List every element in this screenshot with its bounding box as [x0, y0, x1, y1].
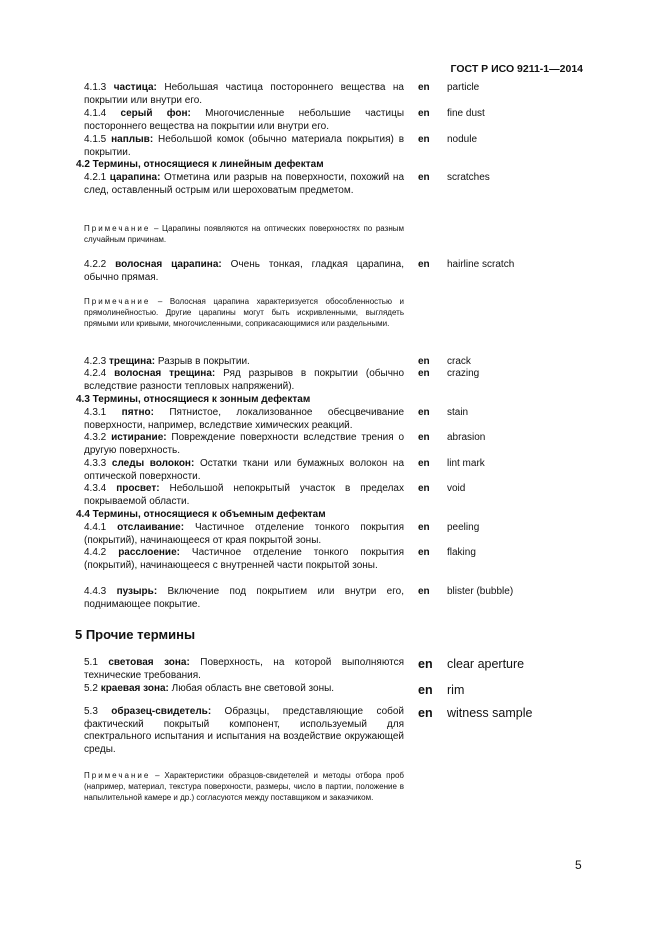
page-number: 5: [575, 858, 582, 872]
section-heading: 4.4 Термины, относящиеся к объемным дефектам: [76, 509, 326, 520]
lang-code: en: [418, 172, 430, 183]
english-term: scratches: [447, 172, 490, 183]
section-heading: 4.3 Термины, относящиеся к зонным дефектам: [76, 394, 311, 405]
english-term: flaking: [447, 547, 476, 558]
english-term: crazing: [447, 368, 480, 379]
term-entry: 5.3 образец-свидетель: Образцы, представляющие собой фактический покрытый компонент, используемый для спектрального испытания и испытания на воздействие окружающей среды.: [84, 706, 405, 755]
lang-code: en: [418, 483, 430, 494]
english-term: rim: [447, 683, 465, 697]
english-term: crack: [447, 356, 471, 367]
lang-code: en: [418, 108, 430, 119]
term-entry: 4.2.1 царапина: Отметина или разрыв на поверхности, похожий на след, оставленный острым или шероховатым предметом.: [84, 172, 405, 196]
lang-code: en: [418, 368, 430, 379]
lang-code: en: [418, 586, 430, 597]
note: Примечание – Волосная царапина характеризуется обособленностью и прямолинейностью. Другие царапины могут быть искривленными, выглядеть прямыми или кривыми, многочисленными, соприкасающимися или раздельными.: [84, 297, 404, 329]
term-entry: 4.4.2 расслоение: Частичное отделение тонкого покрытия (покрытий), начинающееся с внутренней части покрытой зоны.: [84, 547, 405, 571]
lang-code: en: [418, 683, 433, 697]
lang-code: en: [418, 82, 430, 93]
term-entry: 4.1.4 серый фон: Многочисленные небольшие частицы постороннего вещества на покрытии или внутри его.: [84, 108, 405, 132]
english-term: stain: [447, 407, 469, 418]
term-entry: 4.3.2 истирание: Повреждение поверхности вследствие трения о другую поверхность.: [84, 432, 405, 456]
term-entry: 4.2.4 волосная трещина: Ряд разрывов в покрытии (обычно вследствие разности тепловых напряжений).: [84, 368, 405, 392]
lang-code: en: [418, 432, 430, 443]
english-term: clear aperture: [447, 657, 525, 671]
term-entry: 4.4.1 отслаивание: Частичное отделение тонкого покрытия (покрытий), начинающееся от края покрытой зоны.: [84, 522, 404, 546]
term-entry: 4.3.3 следы волокон: Остатки ткани или бумажных волокон на оптической поверхности.: [84, 458, 405, 482]
term-entry: 4.4.3 пузырь: Включение под покрытием или внутри его, поднимающее покрытие.: [84, 586, 404, 610]
english-term: void: [447, 483, 466, 494]
english-term: blister (bubble): [447, 586, 514, 597]
section-heading: 4.2 Термины, относящиеся к линейным дефектам: [76, 159, 324, 170]
english-term: peeling: [447, 522, 480, 533]
english-term: lint mark: [447, 458, 485, 469]
term-entry: 4.1.5 наплыв: Небольшой комок (обычно материала покрытия) в покрытии.: [84, 134, 405, 158]
term-entry: 5.2 краевая зона: Любая область вне световой зоны.: [84, 683, 335, 694]
term-entry: 4.2.2 волосная царапина: Очень тонкая, гладкая царапина, обычно прямая.: [84, 259, 405, 283]
note: Примечание – Характеристики образцов-свидетелей и методы отбора проб (например, материал, текстура поверхности, размеры, число в партии, положение в напылительной камере и др.) согласуются между поставщиком и заказчиком.: [84, 771, 404, 803]
lang-code: en: [418, 356, 430, 367]
note: Примечание – Царапины появляются на оптических поверхностях по разным случайным причинам.: [84, 224, 404, 245]
english-term: hairline scratch: [447, 259, 515, 270]
english-term: witness sample: [447, 706, 533, 720]
english-term: particle: [447, 82, 480, 93]
term-entry: 5.1 световая зона: Поверхность, на которой выполняются технические требования.: [84, 657, 405, 681]
term-entry: 4.3.4 просвет: Небольшой непокрытый участок в пределах покрываемой области.: [84, 483, 404, 507]
english-term: fine dust: [447, 108, 485, 119]
term-entry: 4.3.1 пятно: Пятнистое, локализованное обесцвечивание поверхности, например, вследствие химических реакций.: [84, 407, 405, 431]
english-term: abrasion: [447, 432, 486, 443]
lang-code: en: [418, 657, 433, 671]
document-header: ГОСТ Р ИСО 9211-1—2014: [450, 63, 583, 75]
lang-code: en: [418, 458, 430, 469]
term-entry: 4.2.3 трещина: Разрыв в покрытии.: [84, 356, 250, 367]
term-entry: 4.1.3 частица: Небольшая частица постороннего вещества на покрытии или внутри его.: [84, 82, 404, 106]
lang-code: en: [418, 134, 430, 145]
lang-code: en: [418, 547, 430, 558]
lang-code: en: [418, 522, 430, 533]
lang-code: en: [418, 706, 433, 720]
lang-code: en: [418, 259, 430, 270]
english-term: nodule: [447, 134, 478, 145]
section-5-heading: 5 Прочие термины: [75, 627, 196, 642]
lang-code: en: [418, 407, 430, 418]
